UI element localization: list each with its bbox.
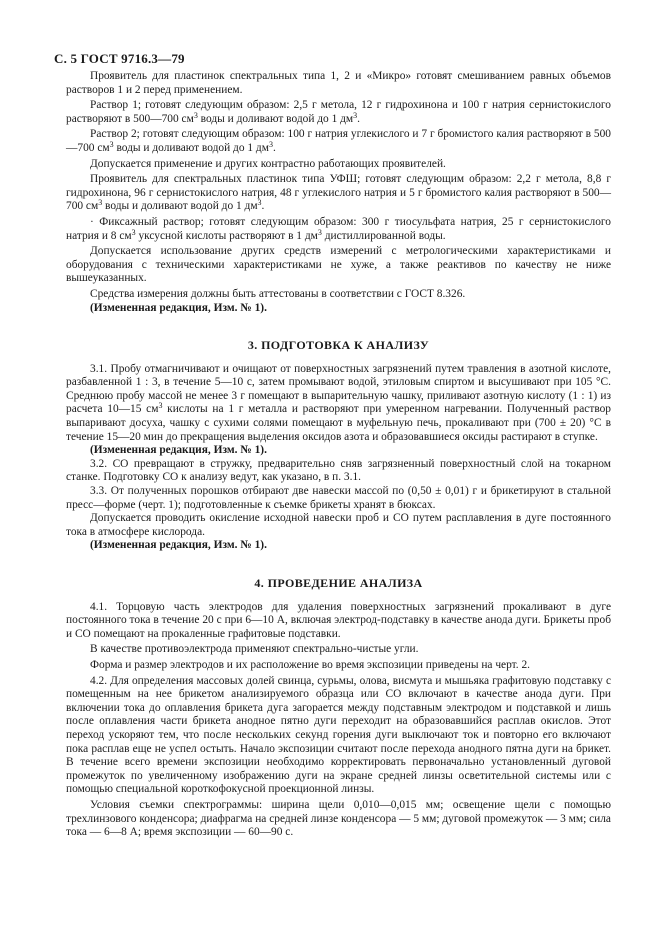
fixer-paragraph xyxy=(66,216,611,243)
other-instruments-paragraph: Допускается использование других средств измерений с метрологическими характеристиками и оборудования с техническими характеристиками не хуже, а также реактивов по качеству не ниже вышеуказанных. xyxy=(66,245,611,285)
clause-4-2-paragraph: 4.2. Для определения массовых долей свинца, сурьмы, олова, висмута и мышьяка графитовую подставку с помещенным на нее брикетом анализируемого образца или СО включают в качестве анода дуги. При включении тока до оплавления брикета дуга загорается между подставным электродом и подставкой и лишь после оплавления части брикета анодное пятно дуги переходит на образовавшийся расплав окислов. Этот переход ускоряют тем, что после нескольких секунд горения дуги выключают ток и повторно его включают пока расплав еще не успел остыть. Начало экспозиции считают после перехода анодного пятна дуги на брикет. В течение всего времени экспозиции необходимо корректировать первоначально установленный дуговой промежуток по увеличенному изображению дуги на экране средней линзы осветительной системы или с помощью специальной короткофокусной проекционной линзы. xyxy=(66,674,611,796)
exposure-conditions-paragraph: Условия съемки спектрограммы: ширина щели 0,010—0,015 мм; освещение щели с помощью трехлинзового конденсора; диафрагма на средней линзе конденсора — 5 мм; дуговой промежуток — 3 мм; сила тока — 6—8 А; время экспозиции — 60—90 с. xyxy=(66,798,611,839)
solution-2-paragraph xyxy=(66,128,611,155)
superscript-3: 3 xyxy=(98,198,103,208)
developer-mix-paragraph: Проявитель для пластинок спектральных типа 1, 2 и «Микро» готовят смешиванием равных объемов растворов 1 и 2 перед применением. xyxy=(66,70,611,96)
solution-2-text-b: воды и доливают водой до 1 дм xyxy=(113,141,269,154)
solution-1-text-b: воды и доливают водой до 1 дм xyxy=(197,112,354,125)
ufsh-developer-paragraph xyxy=(66,173,611,214)
section-4-heading: 4. ПРОВЕДЕНИЕ АНАЛИЗА xyxy=(254,576,423,590)
superscript-3: 3 xyxy=(353,110,358,120)
counter-electrode-paragraph: В качестве противоэлектрода применяют спектрально-чистые угли. xyxy=(90,643,419,656)
fixer-text-b: уксусной кислоты растворяют в 1 дм xyxy=(135,229,318,242)
clause-3-1-paragraph xyxy=(66,363,611,445)
amendment-note: (Измененная редакция, Изм. № 1). xyxy=(90,539,267,552)
clause-3-1-text-b: кислоты на 1 г металла и растворяют при умеренном нагревании. Полученный раствор выпаривают досуха, чашку с сухими солями помещают в муфельную печь, прокаливают при (700 ± 20) °С в течение 15—20 мин до прекращения выделения оксидов азота и образовавшиеся оксиды растирают в ступке. xyxy=(66,403,612,443)
superscript-3: 3 xyxy=(193,110,198,120)
ufsh-text-b: воды и доливают водой до 1 дм xyxy=(102,200,258,213)
other-developers-paragraph: Допускается применение и других контрастно работающих проявителей. xyxy=(90,157,446,170)
clause-3-1-text-a: 3.1. Пробу отмагничивают и очищают от поверхностных загрязнений путем травления в азотной кислоте, разбавленной 1 : 3, в течение 5—10 с, затем промывают водой, этиловым спиртом и высушивают при 105 °С. Среднюю пробу массой не менее 3 г помещают в выпарительную чашку, приливают азотную кислоту (1 : 1) из расчета 10—15 см xyxy=(66,362,611,416)
certification-paragraph: Средства измерения должны быть аттестованы в соответствии с ГОСТ 8.326. xyxy=(90,287,466,300)
solution-2-text-a: Раствор 2; готовят следующим образом: 100 г натрия углекислого и 7 г бромистого калия растворяют в 500—700 см xyxy=(66,128,611,154)
ufsh-text-c: . xyxy=(261,200,265,213)
solution-1-text-c: . xyxy=(357,112,361,125)
amendment-note: (Измененная редакция, Изм. № 1). xyxy=(90,301,267,314)
superscript-3: 3 xyxy=(268,139,273,149)
superscript-3: 3 xyxy=(317,227,322,237)
superscript-3: 3 xyxy=(257,198,262,208)
clause-4-1-paragraph: 4.1. Торцовую часть электродов для удаления поверхностных загрязнений прокаливают в дуге постоянного тока в течение 20 с при 6—10 А, включая электрод-подставку в качестве анода дуги. Брикеты проб и СО помещают на прокаленные графитовые подставки. xyxy=(66,600,611,640)
ufsh-text-a: Проявитель для спектральных пластинок типа УФШ; готовят следующим образом: 2,2 г метола, 8,8 г гидрохинона, 96 г сернистокислого натрия, 48 г углекислого натрия и 5 г бромистого калия растворяют в 500—700 см xyxy=(66,173,611,213)
section-3-heading: 3. ПОДГОТОВКА К АНАЛИЗУ xyxy=(247,338,430,353)
solution-1-paragraph xyxy=(66,99,611,126)
document-body xyxy=(66,70,611,840)
solution-1-text-a: Раствор 1; готовят следующим образом: 2,5 г метола, 12 г гидрохинона и 100 г натрия сернистокислого растворяют в 500—700 см xyxy=(66,99,611,125)
electrode-shape-paragraph: Форма и размер электродов и их расположение во время экспозиции приведены на черт. 2. xyxy=(90,658,531,671)
superscript-3: 3 xyxy=(158,401,163,411)
oxidation-paragraph: Допускается проводить окисление исходной навески проб и СО путем расплавления в дуге постоянного тока в атмосфере кислорода. xyxy=(66,512,611,538)
amendment-note: (Измененная редакция, Изм. № 1). xyxy=(90,444,267,457)
clause-3-3-paragraph: 3.3. От полученных порошков отбирают две навески массой по (0,50 ± 0,01) г и брикетируют в стальной пресс—форме (черт. 1); подготовленные к съемке брикеты хранят в бюксах. xyxy=(66,485,611,511)
clause-3-2-paragraph: 3.2. СО превращают в стружку, предварительно сняв загрязненный поверхностный слой на токарном станке. Подготовку СО к анализу ведут, как указано, в п. 3.1. xyxy=(66,457,611,484)
superscript-3: 3 xyxy=(131,227,136,237)
page-header: С. 5 ГОСТ 9716.3—79 xyxy=(54,51,185,66)
fixer-text-a: · Фиксажный раствор; готовят следующим образом: 300 г тиосульфата натрия, 25 г сернистокислого натрия и 8 см xyxy=(66,215,611,242)
superscript-3: 3 xyxy=(109,139,114,149)
fixer-text-c: дистиллированной воды. xyxy=(321,229,446,242)
solution-2-text-c: . xyxy=(272,141,276,154)
